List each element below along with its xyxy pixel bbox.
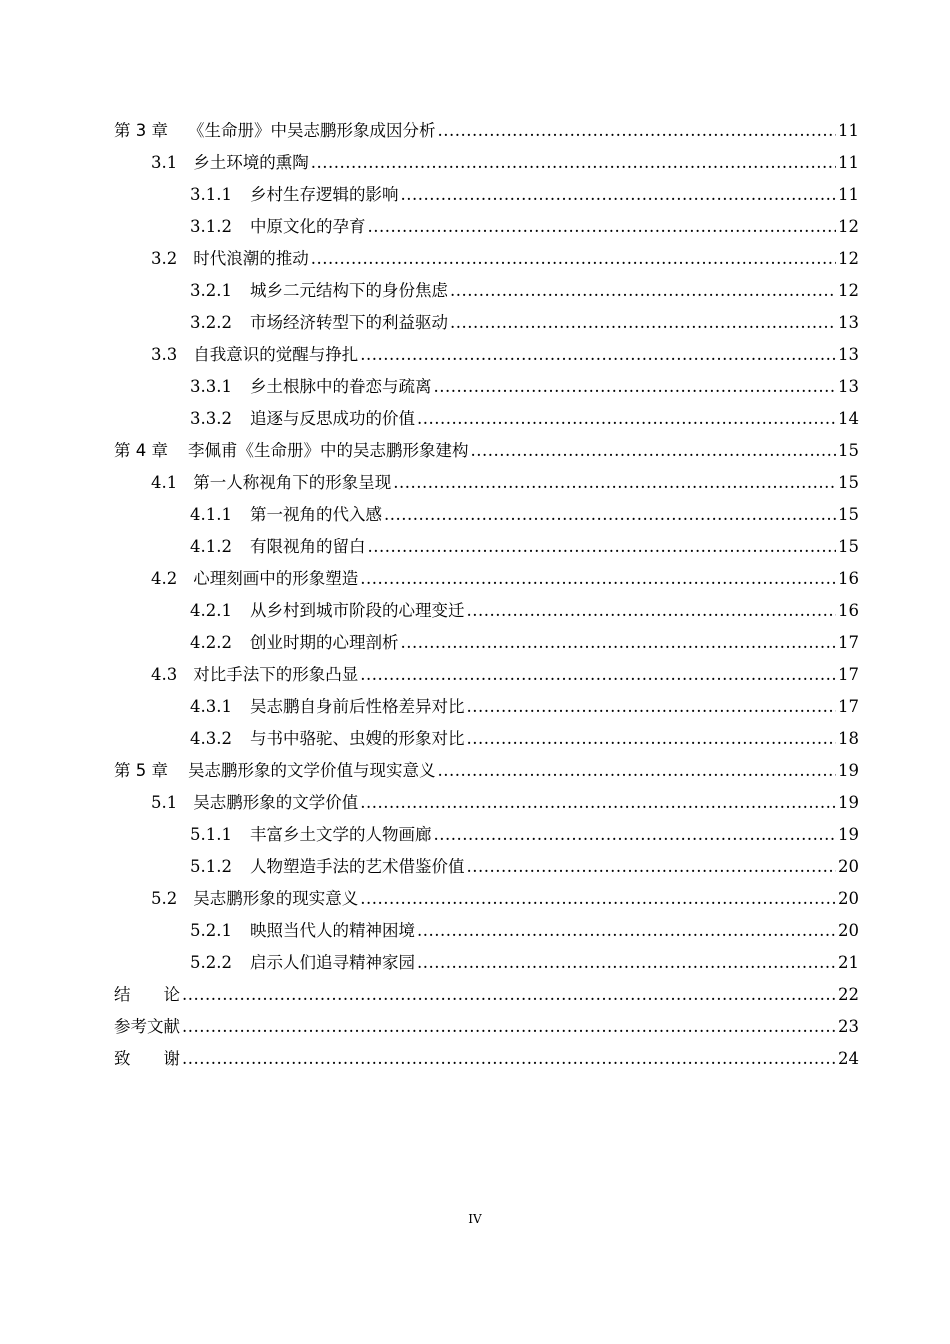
toc-entry-page-number: 14: [838, 409, 859, 428]
toc-dot-leader: [360, 883, 836, 915]
toc-dot-leader: [466, 595, 836, 627]
toc-section-entry[interactable]: [114, 563, 859, 595]
toc-entry-number: 第 4 章: [114, 441, 168, 460]
toc-entry-page-number: 13: [838, 377, 859, 396]
toc-entry-title: 追逐与反思成功的价值: [249, 409, 415, 428]
toc-entry-page-number: 16: [838, 601, 859, 620]
toc-entry-title: 第一人称视角下的形象呈现: [193, 473, 392, 492]
toc-dot-leader: [182, 979, 836, 1011]
toc-entry-number: 4.2: [151, 569, 178, 588]
toc-entry-title: 李佩甫《生命册》中的吴志鹏形象建构: [188, 441, 469, 460]
toc-dot-leader: [367, 531, 836, 563]
toc-entry-number: 4.2.1: [190, 601, 232, 620]
toc-entry-number: 3.3.2: [190, 409, 232, 428]
toc-entry-title: 有限视角的留白: [249, 537, 366, 556]
toc-subsection-entry[interactable]: [114, 371, 859, 403]
toc-subsection-entry[interactable]: [114, 947, 859, 979]
toc-entry-page-number: 22: [838, 985, 859, 1004]
toc-dot-leader: [311, 243, 836, 275]
toc-dot-leader: [360, 659, 836, 691]
toc-entry-title: 自我意识的觉醒与挣扎: [193, 345, 359, 364]
toc-dot-leader: [360, 787, 836, 819]
toc-entry-page-number: 17: [838, 665, 859, 684]
toc-chapter-entry[interactable]: [114, 755, 859, 787]
toc-dot-leader: [438, 755, 837, 787]
toc-dot-leader: [433, 819, 836, 851]
toc-dot-leader: [400, 179, 836, 211]
toc-entry-page-number: 20: [838, 857, 859, 876]
toc-section-entry[interactable]: [114, 243, 859, 275]
toc-entry-title: 时代浪潮的推动: [193, 249, 309, 268]
toc-entry-number: 3.2.2: [190, 313, 232, 332]
toc-entry-number: 3.3: [151, 345, 178, 364]
toc-entry-page-number: 20: [838, 889, 859, 908]
toc-subsection-entry[interactable]: [114, 275, 859, 307]
toc-dot-leader: [466, 851, 836, 883]
toc-subsection-entry[interactable]: [114, 403, 859, 435]
toc-entry-page-number: 17: [838, 633, 859, 652]
toc-subsection-entry[interactable]: [114, 531, 859, 563]
toc-entry-title: 乡村生存逻辑的影响: [249, 185, 399, 204]
toc-entry-page-number: 23: [838, 1017, 859, 1036]
toc-entry-number: 4.3.1: [190, 697, 232, 716]
toc-entry-page-number: 17: [838, 697, 859, 716]
toc-entry-number: 3.1: [151, 153, 178, 172]
toc-subsection-entry[interactable]: [114, 627, 859, 659]
toc-entry-title: 映照当代人的精神困境: [249, 921, 415, 940]
toc-entry-page-number: 13: [838, 313, 859, 332]
toc-entry-number: 5.1.2: [190, 857, 232, 876]
toc-entry-page-number: 15: [838, 537, 859, 556]
toc-chapter-entry[interactable]: [114, 1011, 859, 1043]
toc-entry-title: 致 谢: [114, 1049, 180, 1068]
toc-entry-number: 第 3 章: [114, 121, 168, 140]
toc-entry-title: 乡土环境的熏陶: [193, 153, 309, 172]
toc-entry-number: 4.1: [151, 473, 178, 492]
toc-entry-page-number: 15: [838, 441, 859, 460]
toc-chapter-entry[interactable]: [114, 1043, 859, 1075]
toc-subsection-entry[interactable]: [114, 179, 859, 211]
toc-section-entry[interactable]: [114, 787, 859, 819]
toc-entry-title: 从乡村到城市阶段的心理变迁: [249, 601, 465, 620]
toc-entry-page-number: 19: [838, 793, 859, 812]
toc-entry-number: 3.2.1: [190, 281, 232, 300]
toc-subsection-entry[interactable]: [114, 691, 859, 723]
toc-dot-leader: [384, 499, 836, 531]
toc-dot-leader: [466, 723, 836, 755]
toc-chapter-entry[interactable]: [114, 435, 859, 467]
toc-entry-number: 3.2: [151, 249, 178, 268]
toc-entry-number: 5.2: [151, 889, 178, 908]
toc-entry-number: 第 5 章: [114, 761, 168, 780]
toc-section-entry[interactable]: [114, 147, 859, 179]
toc-chapter-entry[interactable]: [114, 115, 859, 147]
toc-subsection-entry[interactable]: [114, 819, 859, 851]
toc-entry-title: 启示人们追寻精神家园: [249, 953, 415, 972]
toc-section-entry[interactable]: [114, 883, 859, 915]
toc-entry-page-number: 12: [838, 217, 859, 236]
toc-entry-title: 创业时期的心理剖析: [249, 633, 399, 652]
toc-entry-page-number: 11: [838, 153, 859, 172]
toc-dot-leader: [433, 371, 836, 403]
toc-dot-leader: [450, 307, 836, 339]
toc-entry-title: 吴志鹏形象的现实意义: [193, 889, 359, 908]
toc-entry-number: 3.3.1: [190, 377, 232, 396]
toc-entry-title: 《生命册》中吴志鹏形象成因分析: [188, 121, 436, 140]
toc-entry-title: 参考文献: [114, 1017, 180, 1036]
toc-entry-page-number: 21: [838, 953, 859, 972]
toc-dot-leader: [417, 947, 836, 979]
toc-entry-title: 吴志鹏形象的文学价值: [193, 793, 359, 812]
toc-subsection-entry[interactable]: [114, 211, 859, 243]
toc-subsection-entry[interactable]: [114, 499, 859, 531]
toc-dot-leader: [393, 467, 836, 499]
toc-subsection-entry[interactable]: [114, 595, 859, 627]
toc-entry-number: 3.1.1: [190, 185, 232, 204]
toc-entry-title: 人物塑造手法的艺术借鉴价值: [249, 857, 465, 876]
toc-entry-title: 第一视角的代入感: [249, 505, 382, 524]
toc-dot-leader: [400, 627, 836, 659]
toc-entry-page-number: 12: [838, 281, 859, 300]
toc-entry-number: 4.2.2: [190, 633, 232, 652]
toc-section-entry[interactable]: [114, 339, 859, 371]
toc-section-entry[interactable]: [114, 467, 859, 499]
toc-entry-number: 4.1.1: [190, 505, 232, 524]
toc-subsection-entry[interactable]: [114, 723, 859, 755]
toc-entry-page-number: 13: [838, 345, 859, 364]
toc-dot-leader: [182, 1043, 836, 1075]
toc-entry-page-number: 19: [838, 825, 859, 844]
toc-entry-page-number: 15: [838, 505, 859, 524]
toc-dot-leader: [311, 147, 836, 179]
toc-entry-number: 5.2.2: [190, 953, 232, 972]
toc-dot-leader: [367, 211, 836, 243]
toc-entry-page-number: 19: [838, 761, 859, 780]
toc-dot-leader: [417, 403, 836, 435]
toc-entry-page-number: 24: [838, 1049, 859, 1068]
toc-entry-page-number: 18: [838, 729, 859, 748]
toc-entry-title: 中原文化的孕育: [249, 217, 366, 236]
toc-entry-title: 心理刻画中的形象塑造: [193, 569, 359, 588]
toc-entry-title: 对比手法下的形象凸显: [193, 665, 359, 684]
page-number-footer: IV: [468, 1212, 482, 1226]
toc-entry-title: 乡土根脉中的眷恋与疏离: [249, 377, 432, 396]
toc-subsection-entry[interactable]: [114, 915, 859, 947]
toc-entry-number: 5.2.1: [190, 921, 232, 940]
toc-entry-title: 丰富乡土文学的人物画廊: [249, 825, 432, 844]
toc-dot-leader: [450, 275, 836, 307]
toc-subsection-entry[interactable]: [114, 307, 859, 339]
toc-entry-page-number: 15: [838, 473, 859, 492]
toc-entry-number: 4.1.2: [190, 537, 232, 556]
toc-entry-title: 城乡二元结构下的身份焦虑: [249, 281, 448, 300]
toc-entry-number: 4.3.2: [190, 729, 232, 748]
toc-dot-leader: [360, 563, 836, 595]
table-of-contents: [114, 115, 859, 1075]
toc-entry-title: 结 论: [114, 985, 180, 1004]
toc-entry-title: 与书中骆驼、虫嫂的形象对比: [249, 729, 465, 748]
toc-section-entry[interactable]: [114, 659, 859, 691]
toc-entry-number: 4.3: [151, 665, 178, 684]
toc-entry-title: 市场经济转型下的利益驱动: [249, 313, 448, 332]
toc-entry-page-number: 16: [838, 569, 859, 588]
toc-entry-page-number: 20: [838, 921, 859, 940]
toc-dot-leader: [466, 691, 836, 723]
toc-chapter-entry[interactable]: [114, 979, 859, 1011]
toc-dot-leader: [438, 115, 837, 147]
toc-dot-leader: [471, 435, 837, 467]
toc-entry-number: 3.1.2: [190, 217, 232, 236]
toc-entry-page-number: 11: [838, 121, 859, 140]
toc-entry-number: 5.1.1: [190, 825, 232, 844]
toc-dot-leader: [417, 915, 836, 947]
toc-dot-leader: [182, 1011, 836, 1043]
toc-subsection-entry[interactable]: [114, 851, 859, 883]
toc-entry-page-number: 11: [838, 185, 859, 204]
toc-entry-title: 吴志鹏形象的文学价值与现实意义: [188, 761, 436, 780]
toc-entry-page-number: 12: [838, 249, 859, 268]
toc-dot-leader: [360, 339, 836, 371]
toc-entry-number: 5.1: [151, 793, 178, 812]
toc-entry-title: 吴志鹏自身前后性格差异对比: [249, 697, 465, 716]
